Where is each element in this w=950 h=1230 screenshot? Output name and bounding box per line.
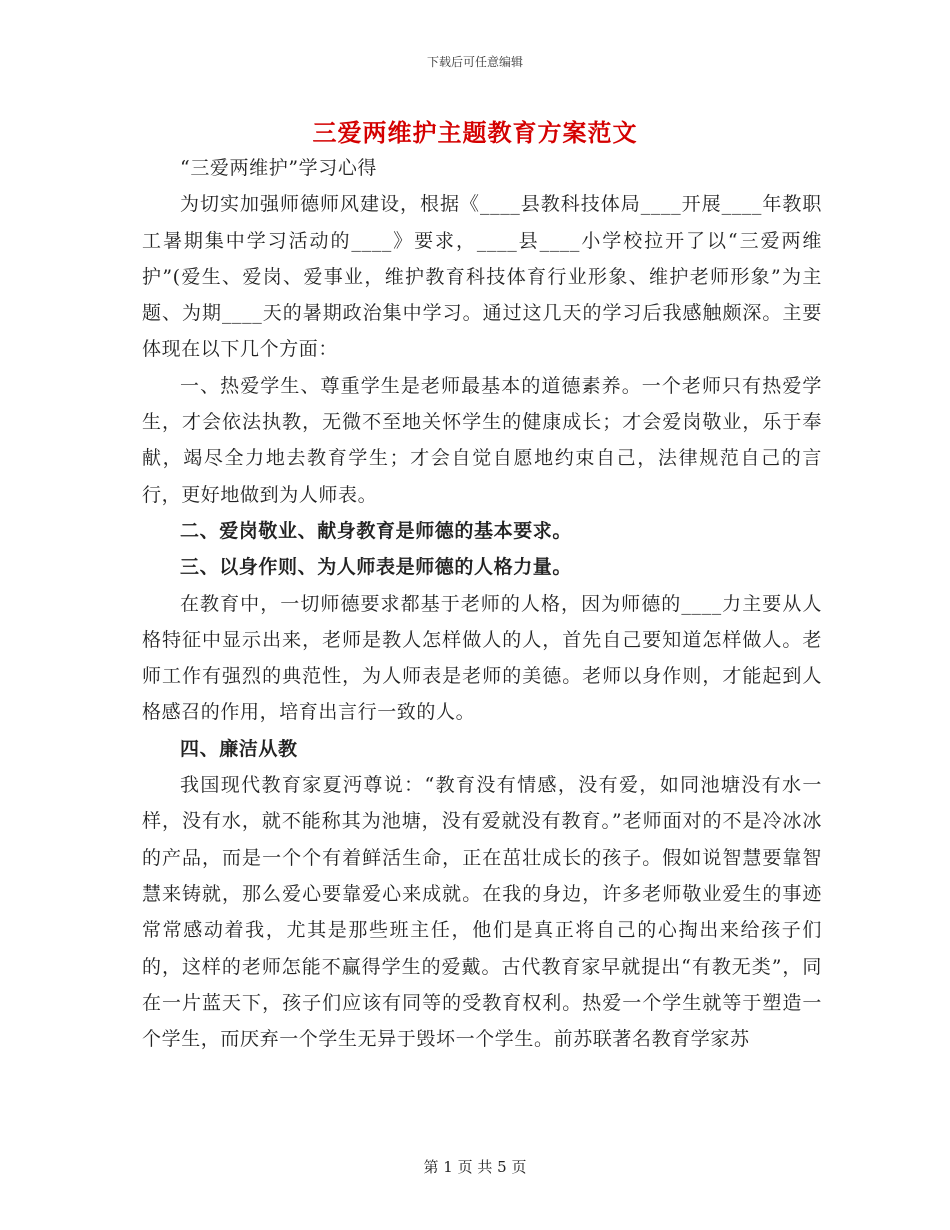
paragraph-point-one: 一、热爱学生、尊重学生是老师最基本的道德素养。一个老师只有热爱学生，才会依法执教，无微不至地关怀学生的健康成长；才会爱岗敬业，乐于奉献，竭尽全力地去教育学生；才会自觉自愿地约束自己，法律规范自己的言行，更好地做到为人师表。 bbox=[142, 374, 822, 506]
paragraph-intro: 为切实加强师德师风建设，根据《____县教科技体局____开展____年教职工暑期集中学习活动的____》要求，____县____小学校拉开了以“三爱两维护”(爱生、爱岗、爱事业，维护教育科技体育行业形象、维护老师形象”为主题、为期____天的暑期政治集中学习。通过这几天的学习后我感触颇深。主要体现在以下几个方面： bbox=[142, 193, 822, 361]
document-body bbox=[142, 150, 822, 1057]
heading-point-four: 四、廉洁从教 bbox=[180, 737, 298, 760]
document-title: 三爱两维护主题教育方案范文 bbox=[312, 118, 638, 147]
header-note: 下载后可任意编辑 bbox=[426, 55, 523, 69]
heading-point-three: 三、以身作则、为人师表是师德的人格力量。 bbox=[180, 556, 573, 579]
heading-point-two: 二、爱岗敬业、献身教育是师德的基本要求。 bbox=[180, 519, 573, 542]
paragraph-point-three: 在教育中，一切师德要求都基于老师的人格，因为师德的____力主要从人格特征中显示出来，老师是教人怎样做人的人，首先自己要知道怎样做人。老师工作有强烈的典范性，为人师表是老师的美德。老师以身作则，才能起到人格感召的作用，培育出言行一致的人。 bbox=[142, 592, 822, 724]
paragraph-point-four: 我国现代教育家夏沔尊说：“教育没有情感，没有爱，如同池塘没有水一样，没有水，就不能称其为池塘，没有爱就没有教育。”老师面对的不是冷冰冰的产品，而是一个个有着鲜活生命，正在茁壮成长的孩子。假如说智慧要靠智慧来铸就，那么爱心要靠爱心来成就。在我的身边，许多老师敬业爱生的事迹常常感动着我，尤其是那些班主任，他们是真正将自己的心掏出来给孩子们的，这样的老师怎能不赢得学生的爱戴。古代教育家早就提出“有教无类”，同在一片蓝天下，孩子们应该有同等的受教育权利。热爱一个学生就等于塑造一个学生，而厌弃一个学生无异于毁坏一个学生。前苏联著名教育学家苏 bbox=[142, 774, 822, 1051]
paragraph-subtitle: “三爱两维护”学习心得 bbox=[180, 157, 378, 179]
page-number: 第 1 页 共 5 页 bbox=[423, 1158, 527, 1176]
